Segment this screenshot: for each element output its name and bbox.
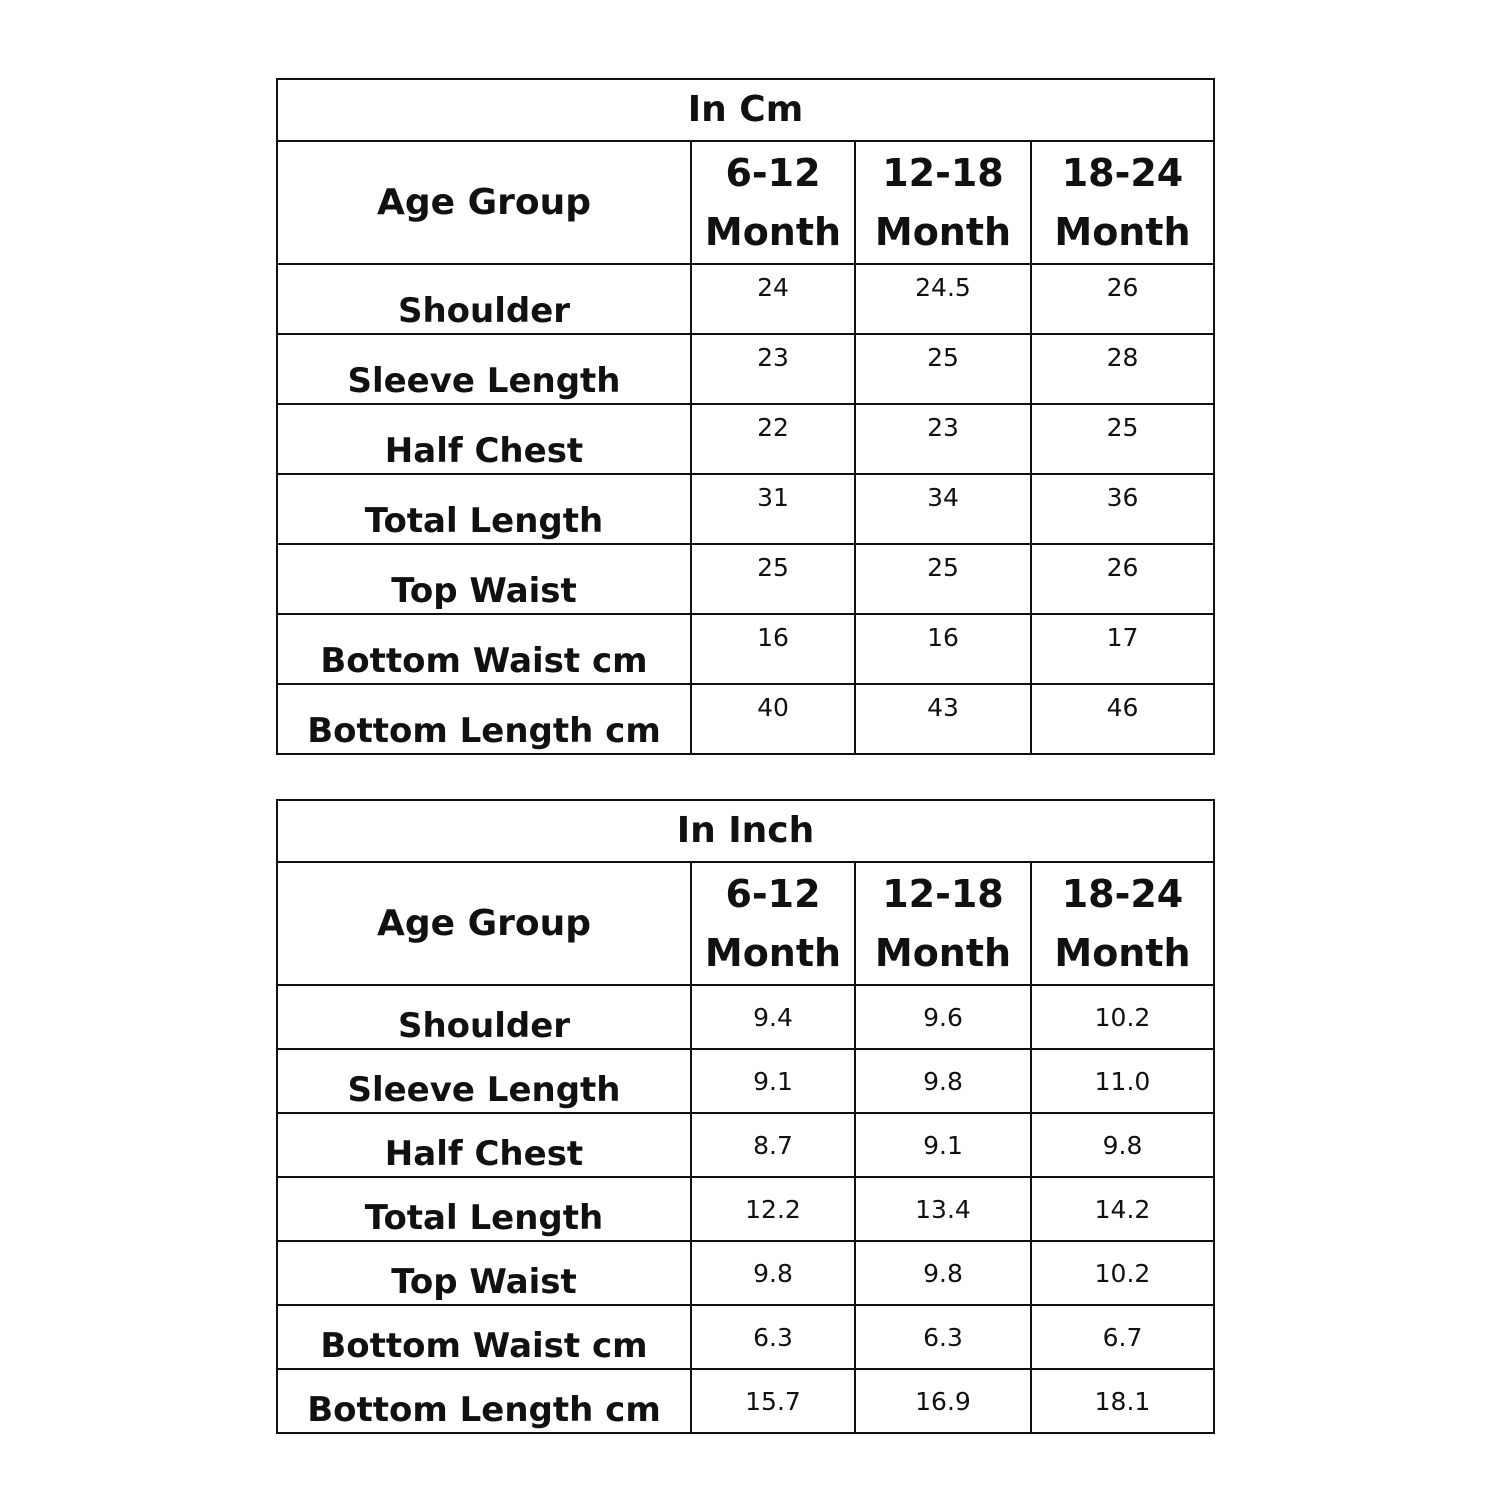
measurement-cell: 26 [1031, 544, 1214, 614]
age-unit: Month [1054, 930, 1191, 975]
measurement-cell: 25 [855, 334, 1031, 404]
table-title: In Cm [277, 79, 1214, 141]
measurement-cell: 14.2 [1031, 1177, 1214, 1241]
measurement-cell: 10.2 [1031, 1241, 1214, 1305]
age-range: 18-24 [1061, 150, 1184, 195]
table-row [277, 404, 1214, 474]
age-column-6-12 [691, 862, 855, 985]
measurement-cell: 9.1 [691, 1049, 855, 1113]
table-row [277, 1049, 1214, 1113]
age-range: 6-12 [725, 871, 821, 916]
measurement-cell: 9.8 [855, 1049, 1031, 1113]
table-row [277, 614, 1214, 684]
table-row [277, 985, 1214, 1049]
age-range: 12-18 [882, 150, 1004, 195]
measurement-cell: 16 [855, 614, 1031, 684]
table-header-row [277, 141, 1214, 264]
age-column-12-18 [855, 862, 1031, 985]
measurement-cell: 43 [855, 684, 1031, 754]
row-label: Bottom Waist cm [277, 1305, 691, 1369]
row-label: Total Length [277, 474, 691, 544]
table-row [277, 1177, 1214, 1241]
measurement-cell: 23 [855, 404, 1031, 474]
table-title: In Inch [277, 800, 1214, 862]
measurement-cell: 9.6 [855, 985, 1031, 1049]
age-column-18-24 [1031, 141, 1214, 264]
measurement-cell: 40 [691, 684, 855, 754]
age-range: 18-24 [1061, 871, 1184, 916]
measurement-cell: 25 [855, 544, 1031, 614]
row-label: Sleeve Length [277, 1049, 691, 1113]
age-range: 6-12 [725, 150, 821, 195]
table-row [277, 1369, 1214, 1433]
row-label: Bottom Length cm [277, 684, 691, 754]
table-row [277, 264, 1214, 334]
measurement-cell: 28 [1031, 334, 1214, 404]
measurement-cell: 16 [691, 614, 855, 684]
measurement-cell: 9.1 [855, 1113, 1031, 1177]
table-row [277, 334, 1214, 404]
table-row [277, 544, 1214, 614]
row-label: Total Length [277, 1177, 691, 1241]
age-unit: Month [1054, 209, 1191, 254]
measurement-cell: 11.0 [1031, 1049, 1214, 1113]
row-label: Sleeve Length [277, 334, 691, 404]
row-label: Bottom Length cm [277, 1369, 691, 1433]
age-column-18-24 [1031, 862, 1214, 985]
measurement-cell: 23 [691, 334, 855, 404]
table-row [277, 474, 1214, 544]
row-label: Top Waist [277, 1241, 691, 1305]
measurement-cell: 10.2 [1031, 985, 1214, 1049]
table-row [277, 1305, 1214, 1369]
measurement-cell: 36 [1031, 474, 1214, 544]
age-unit: Month [704, 930, 842, 975]
row-label: Bottom Waist cm [277, 614, 691, 684]
measurement-cell: 8.7 [691, 1113, 855, 1177]
table-row [277, 1113, 1214, 1177]
measurement-cell: 22 [691, 404, 855, 474]
table-title-row [277, 800, 1214, 862]
table-row [277, 1241, 1214, 1305]
measurement-cell: 17 [1031, 614, 1214, 684]
row-label: Top Waist [277, 544, 691, 614]
measurement-cell: 9.4 [691, 985, 855, 1049]
age-column-6-12 [691, 141, 855, 264]
table-header-row [277, 862, 1214, 985]
age-unit: Month [704, 209, 842, 254]
measurement-cell: 15.7 [691, 1369, 855, 1433]
measurement-cell: 9.8 [691, 1241, 855, 1305]
measurement-cell: 18.1 [1031, 1369, 1214, 1433]
measurement-cell: 6.3 [855, 1305, 1031, 1369]
measurement-cell: 16.9 [855, 1369, 1031, 1433]
measurement-cell: 24 [691, 264, 855, 334]
age-group-label: Age Group [277, 862, 691, 985]
measurement-cell: 31 [691, 474, 855, 544]
measurement-cell: 26 [1031, 264, 1214, 334]
measurement-cell: 12.2 [691, 1177, 855, 1241]
age-group-label: Age Group [277, 141, 691, 264]
row-label: Shoulder [277, 264, 691, 334]
size-table-inch [276, 799, 1215, 1434]
table-title-row [277, 79, 1214, 141]
age-unit: Month [874, 930, 1012, 975]
measurement-cell: 46 [1031, 684, 1214, 754]
age-column-12-18 [855, 141, 1031, 264]
measurement-cell: 6.7 [1031, 1305, 1214, 1369]
measurement-cell: 25 [1031, 404, 1214, 474]
age-range: 12-18 [882, 871, 1004, 916]
size-table-cm [276, 78, 1215, 755]
row-label: Half Chest [277, 1113, 691, 1177]
measurement-cell: 24.5 [855, 264, 1031, 334]
table-row [277, 684, 1214, 754]
measurement-cell: 25 [691, 544, 855, 614]
age-unit: Month [874, 209, 1012, 254]
row-label: Shoulder [277, 985, 691, 1049]
measurement-cell: 34 [855, 474, 1031, 544]
measurement-cell: 9.8 [1031, 1113, 1214, 1177]
measurement-cell: 6.3 [691, 1305, 855, 1369]
measurement-cell: 13.4 [855, 1177, 1031, 1241]
row-label: Half Chest [277, 404, 691, 474]
measurement-cell: 9.8 [855, 1241, 1031, 1305]
